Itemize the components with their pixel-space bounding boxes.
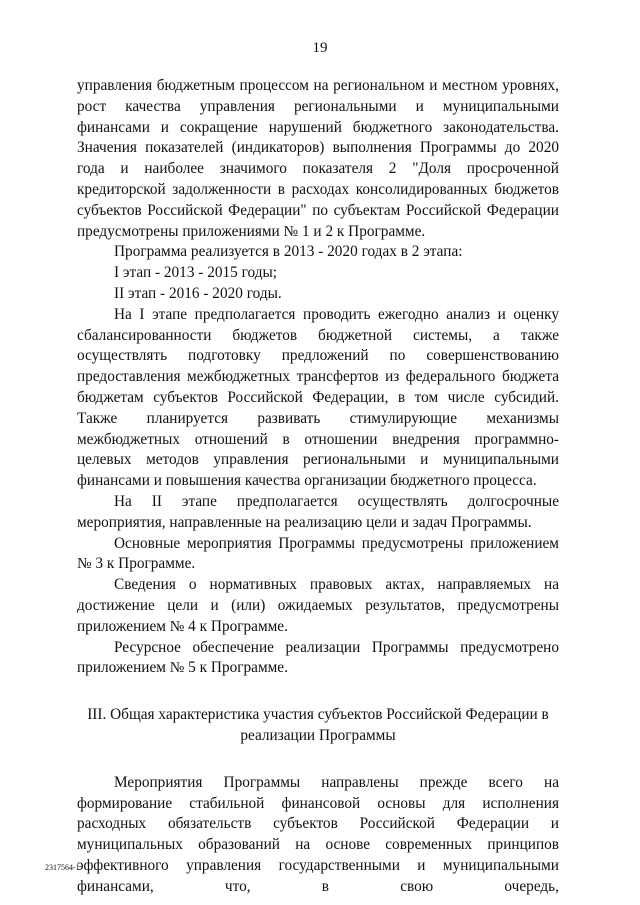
section-heading-line-1: III. Общая характеристика участия субъектов Российской Федерации в [87, 706, 549, 724]
paragraph-section-three: Мероприятия Программы направлены прежде всего на формирование стабильной финансовой основы для исполнения расходных обязательств субъектов Российской Федерации и муниципальных образований на основе современных принципов эффективного управления государственными и муниципальными финансами, что, в свою очередь, [77, 773, 559, 895]
paragraph-resource-provision: Ресурсное обеспечение реализации Программы предусмотрено приложением № 5 к Программе. [77, 638, 559, 677]
section-heading [77, 705, 559, 747]
document-code: 2317564-1 [45, 863, 80, 872]
paragraph-program-stages: Программа реализуется в 2013 - 2020 годах в 2 этапа: [114, 243, 463, 261]
page-number: 19 [312, 40, 328, 56]
section-heading-line-2: реализации Программы [240, 726, 396, 744]
paragraph-stage-two: II этап - 2016 - 2020 годы. [114, 284, 282, 302]
paragraph-stage-one-description: На I этапе предполагается проводить ежегодно анализ и оценку сбалансированности бюджетов бюджетной системы, а также осуществлять подготовку предложений по совершенствованию предоставления межбюджетных трансфертов из федерального бюджета бюджетам субъектов Российской Федерации, в том числе субсидий. Также планируется развивать стимулирующие механизмы межбюджетных отношений в отношении внедрения программно-целевых методов управления региональными и муниципальными финансами и повышения качества организации бюджетного процесса. [77, 305, 559, 490]
paragraph-continuation: управления бюджетным процессом на региональном и местном уровнях, рост качества управления региональными и муниципальными финансами и сокращение нарушений бюджетного законодательства. Значения показателей (индикаторов) выполнения Программы до 2020 года и наиболее значимого показателя 2 "Доля просроченной кредиторской задолженности в расходах консолидированных бюджетов субъектов Российской Федерации" по субъектам Российской Федерации предусмотрены приложениями № 1 и 2 к Программе. [77, 77, 559, 240]
paragraph-stage-two-description: На II этапе предполагается осуществлять долгосрочные мероприятия, направленные на реализацию цели и задач Программы. [77, 492, 559, 531]
paragraph-main-activities: Основные мероприятия Программы предусмотрены приложением № 3 к Программе. [77, 534, 559, 573]
document-body [77, 76, 559, 897]
paragraph-legal-acts: Сведения о нормативных правовых актах, направляемых на достижение цели и (или) ожидаемых результатов, предусмотрены приложением № 4 к Программе. [77, 576, 559, 635]
paragraph-stage-one: I этап - 2013 - 2015 годы; [114, 264, 278, 282]
